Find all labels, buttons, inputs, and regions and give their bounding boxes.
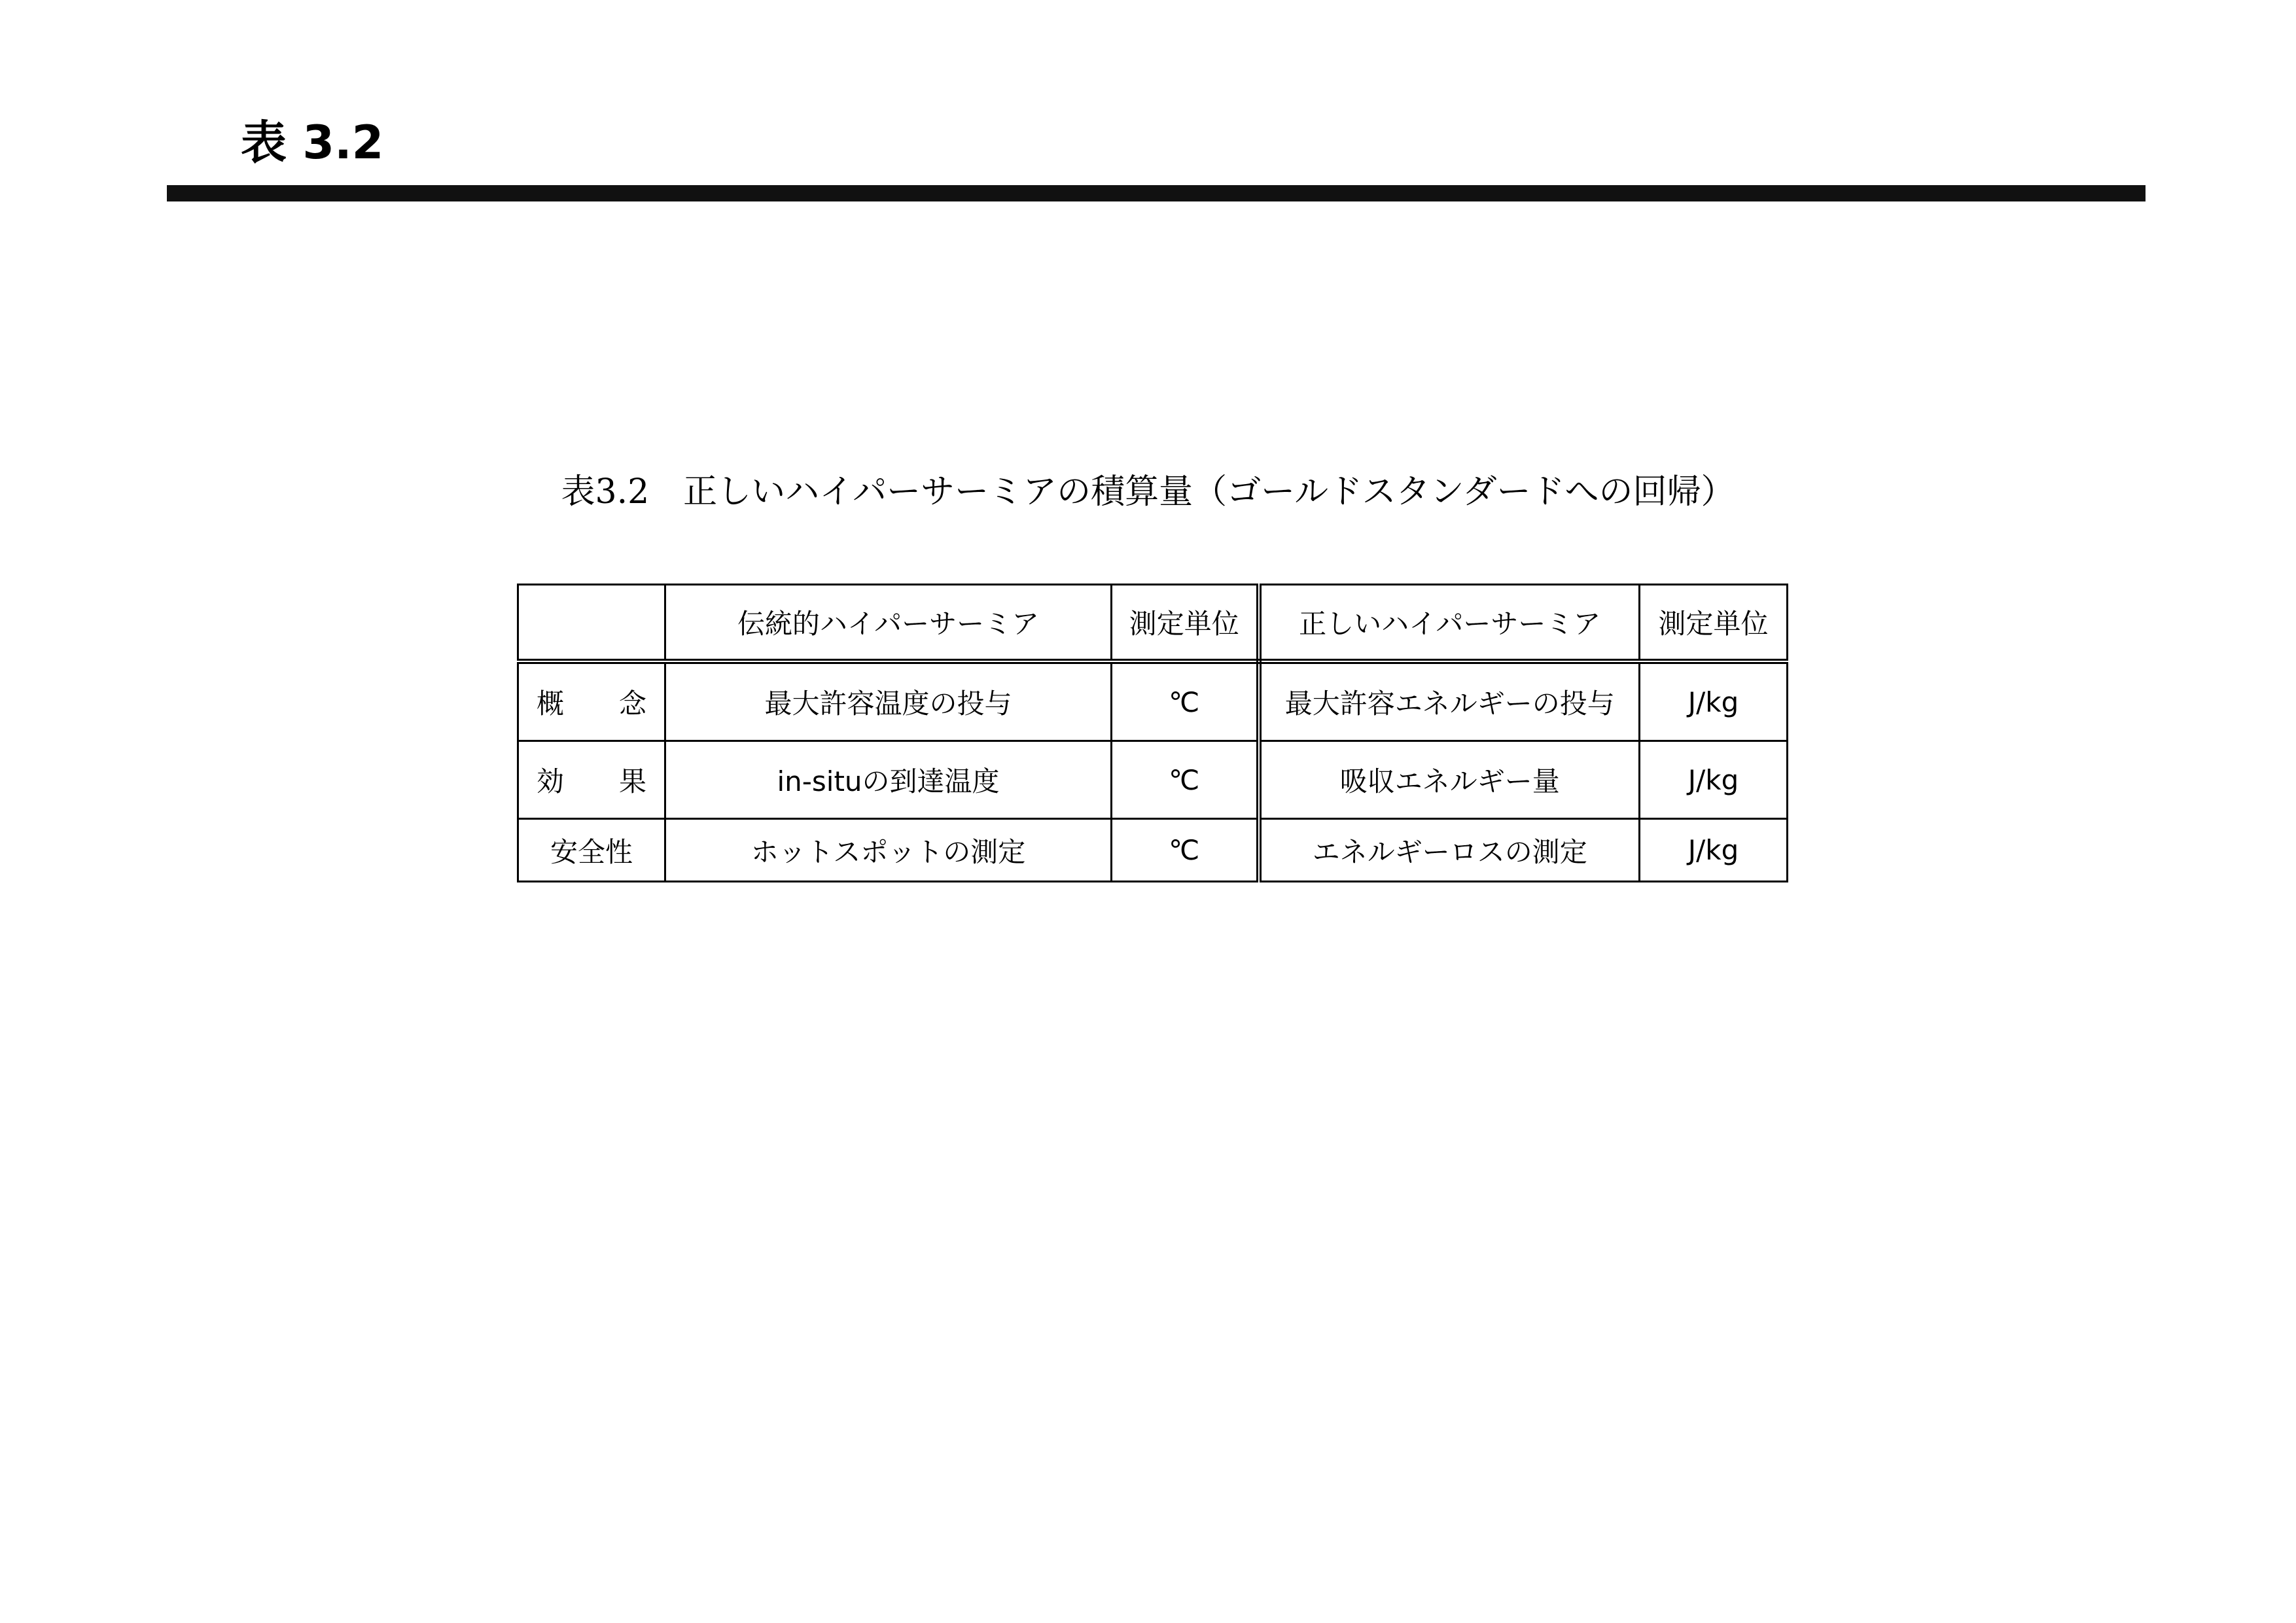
title-rule	[167, 185, 2146, 201]
table-cell: ℃	[1112, 661, 1259, 741]
table-cell: in-situの到達温度	[665, 741, 1112, 819]
comparison-table	[517, 584, 1788, 882]
header-cell-unit: 測定単位	[1112, 585, 1259, 662]
header-cell-traditional: 伝統的ハイパーサーミア	[665, 585, 1112, 662]
row-header-cell: 概 念	[518, 661, 665, 741]
table-cell: 吸収エネルギー量	[1259, 741, 1640, 819]
table-header-row	[518, 585, 1788, 662]
table-cell: J/kg	[1640, 661, 1788, 741]
table-cell: エネルギーロスの測定	[1259, 819, 1640, 882]
slide-title: 表 3.2	[241, 116, 384, 169]
header-cell-unit: 測定単位	[1640, 585, 1788, 662]
table-cell: 最大許容エネルギーの投与	[1259, 661, 1640, 741]
table-row	[518, 819, 1788, 882]
table-cell: 最大許容温度の投与	[665, 661, 1112, 741]
table-cell: ホットスポットの測定	[665, 819, 1112, 882]
table-cell: J/kg	[1640, 741, 1788, 819]
row-header-cell: 安全性	[518, 819, 665, 882]
table-cell: J/kg	[1640, 819, 1788, 882]
table-cell: ℃	[1112, 819, 1259, 882]
header-cell-correct: 正しいハイパーサーミア	[1259, 585, 1640, 662]
table-row	[518, 661, 1788, 741]
row-header-cell: 効 果	[518, 741, 665, 819]
table-caption: 表3.2 正しいハイパーサーミアの積算量（ゴールドスタンダードへの回帰）	[561, 472, 1735, 512]
header-cell-corner	[518, 585, 665, 662]
table-cell: ℃	[1112, 741, 1259, 819]
table-row	[518, 741, 1788, 819]
